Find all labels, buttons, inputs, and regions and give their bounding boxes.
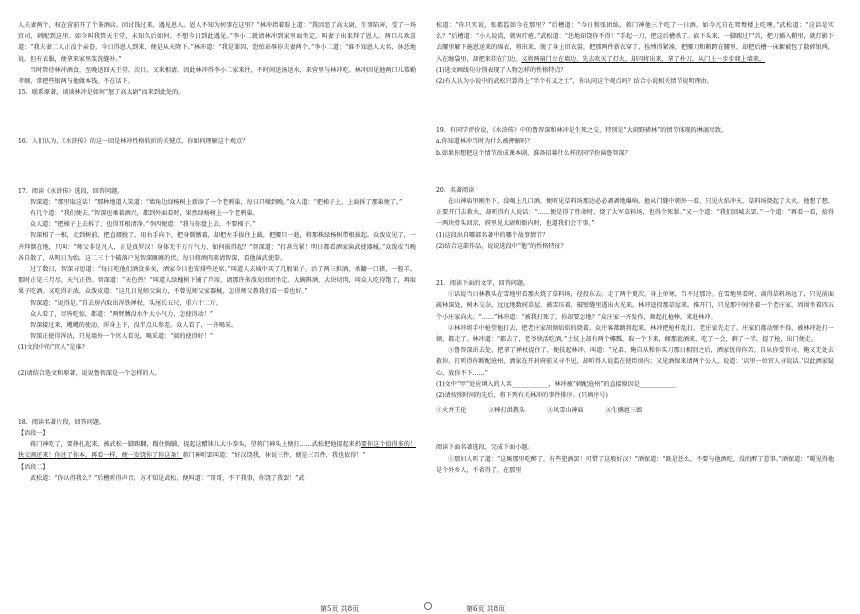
q18-sub-1: (1)选文画线句分别表现了人物怎样的性格特点？ [436,66,567,74]
question-20: 20．名著阅读 [436,186,475,194]
q20-sub-1: (1)这段出自哪部名著中的哪个故事情节？ [436,231,549,239]
q21-sub-1-pre: (1)文中“甲”处应填入的人名 [436,380,512,388]
q21-blank-2[interactable]: ____________ [639,380,677,388]
q21-options [436,405,834,416]
page-number-left: 第5页 共8页 [320,605,360,613]
q18-section-1-label: 【语段一】 [18,430,49,438]
q18-section-2-label: 【语段二】 [18,463,49,471]
q21-option-1: ①火并王伦 [436,407,467,415]
q21-sub-1 [436,379,834,390]
q20-passage: 在山神庙里刚坐下，没喝上几口酒，便听见草料场那边必必剥剥地爆响。他从门缝中朝外一看，只见火焰冲天，草料场烧起了大火。他想了想，正要开门去救火，却听得有人说话：“……便是得了性命时，烧了大军草料场，也得个死罪。”又一个道：“我们回城去罢。”一个道：“再看一看，拾得一两块骨头回京，府里见太尉和衙内时，也道我们会干事。” [436,198,834,228]
q20-sub-2: (2)结合这部作品，说说选段中“他”的性格特征？ [436,242,567,250]
question-19: 19．有同学评价说，《水浒传》中的鲁智深和林冲是生死之交，特别是“大闹野猪林”的情节体现的淋漓尽致。 [436,127,728,135]
q19-sub-a: a.你知道林冲当时为什么被押解吗？ [436,138,533,146]
q21-sub-1-mid: ，林冲被“刺配沧州”的直接原因是 [548,380,640,388]
q17-passage-8: 智深接过来，飕飕的使动，浑身上下，没半点儿参差。众人看了，一齐喝采。 [30,322,238,330]
question-16: 16．人们认为，《水浒传》的这一回是林冲性格转折的关键点，你如何理解这个观点？ [18,138,249,146]
question-21: 21．阅读下面的文字，回答问题。 [436,280,530,288]
r-passage-1-text: 松道：“你只实说，张都监如今在那里？”后槽道：“今日和张团练、蒋门神他三个吃了一日酒，如今兀自在鸳鸯楼上吃哩。”武松道：“这话是实么？”后槽道：“小人说谎，就害疔疮。”武松道：“恁地却饶你不得！”手起一刀，把这后槽杀了。砍下头来，一脚踢过尸首，把刀插入鞘里，就灯影下去腰里解下施恩送来的绵衣，将出来，脱了身上旧衣裳，把那两件新衣穿了，拴缚得紧凑，把腰刀和鞘跨在腰里，却把后槽一床絮被包了散碎银两，入在缠袋里，却把来挂在门边。 [436,22,834,63]
r-passage-1-underlined: 又将两扇门立在墙边，先去吹灭了灯火，却闪将出来，拿了朴刀，从门上一步步爬上墙来。 [521,55,766,63]
right-column [436,20,834,476]
q18-passage-1-pre: 蒋门神吃了，要挣扎起来，被武松一脚踢翻，蹋住胸脯，提起这醋钵儿大小拳头，望蒋门神头上便打……武松把他提起来扔 [30,441,361,449]
left-column [18,20,416,484]
q17-passage-1: 智深道：“那里取这话！”那种地道人笑道：“墙角边绿杨树上新添了一个老鸦巢，每日只噪到晚。”众人道：“把梯子上，上面拆了那巢便了。” [30,198,403,206]
q21-blank-1[interactable]: ____________ [511,380,549,388]
q17-passage-5: 过了数日，智深寻思道：“每日吃他们酒食多矣，洒家今日也安排些还席。”叫道人去城中买了几般果子，沽了两三担酒，杀翻一口猪，一腔羊。那时正是三月尽，天气正热。智深道：“天色热！”叫道人绿槐树下铺了芦席，请那许多泼皮团团坐定。大碗斟酒，大块切肉，叫众人吃得饱了，再取果子吃酒。又吃得正浓，众泼皮道：“这几日见师父演力，不曾见师父家器械，怎得师父教我们看一看也好。” [18,266,416,296]
q21-sub-2: (2)请按照时间的先后，将下列有关林冲的事件排序。(只填序号) [436,392,608,400]
q17-passage-9: 智深正使得浑沽，只见墙外一个官人看见，喝采道：“端的使得好！” [30,333,213,341]
intro-paragraph-2: 当时管待林冲酒食，至晚送回天王堂。次日，又来相请。因此林冲得李小二家来往，不时间送汤送水，来营里与林冲吃。林冲因见他两口儿恭勤孝顺，常把些银两与他做本钱。不在话下。 [18,66,416,86]
q17-passage-3: 众人道：“把梯子上去拆了，也得耳根清净。”李四便道：“我与你盘上去，不要梯子。” [30,221,256,229]
q21-option-4: ④生擒扈三娘 [605,407,643,415]
q21-passage-3: ③鲁智深出去处，把拿了禅杖提住了，便扶起林冲，叫道：“兄弟，俺自从和你买刀那日相别之后，洒家忧得你苦。自从你受官司，俺又无处去救你。打听得你断配沧州，洒家在开封府前又寻不见，却听得人说监在使臣房内；又见酒保来请两个公人，说道：‘店里一位官人寻说话。’以此洒家疑心，放你不下……” [436,347,834,377]
q17-sub-2: (2)请结合选文和原著，说说鲁智深是一个怎样的人。 [18,369,161,377]
q18-passage-1-underlined: 要你这个值得多的！快交割还来！你还了你本，再看一样，便一发饶你了你这条！ [18,441,417,460]
question-15: 15．联系原著，谈谈林冲是如何“怒了高太尉”而来到此处的。 [18,89,185,97]
q17-passage-6: 智深道：“说得是。”自去房内取出浑铁禅杖，头尾长五尺，重六十二斤。 [30,299,223,307]
q22-passage: ①那妇人听了道：“这厮那里吃醉了，有些犯酒罢！可惜了这般好汉！”酒保道：“既是恁么，不要与他酒吃，没的醉了惹事。”酒保道：“嗄见得他是个外乡人，不省得了，在那里 [436,455,834,474]
q18-sub-2: (2)有人认为小说中的武松只算得上“半个有义之士”，你认同这个观点吗？结合小说相关情节说明理由。 [436,78,713,86]
q18-passage-1 [18,439,416,461]
q17-passage-7: 众人看了，尽皆吃惊，都道：“两臂膊没水牛大小气力，怎使得动！” [30,310,213,318]
q18-passage-1-post: 蒋门神听罢叫道：“好汉饶我，休说三件，便是三百件，我也依得！” [182,452,366,460]
q17-sub-1: (1)文段中的“官人”是谁？ [18,344,88,352]
q17-passage-4: 智深相了一相，走到树前，把直裰脱了，用右手向下，把身倒缴着，却把左手拔住上截，把腰只一趁，将那株绿杨树带根拔起。众泼皮见了，一齐拜倒在地，只叫：“师父非是凡人，正是真罗汉！身体无千万斤气力，如何拔得起？”智深道：“打甚鸟紧！明日都看洒家演武使器械。”众泼皮当晚各自散了，从明日为始，这二三十个破落户见智深匾匾的伏，每日将酒肉来请智深，看他演武使拳。 [18,232,416,262]
q17-passage-2: 有几个道：“我们便去。”智深也乘着酒兴，都到外面看时，果然绿杨树上一个老鸦巢。 [30,210,259,218]
intro-paragraph: 人夫妻两个，权在营前开了个茶酒店。因讨钱过来，遇见恩人。恩人不知为何事在这里？”林冲指着脸上道：“我因恶了高太尉，生事陷害，受了一场官司，刺配到这里。如今叫我管天王堂，未知久后如何。不想今日到此遇见。”李小二就请林冲到家里面坐定，叫妻子出来拜了恩人。两口儿欢喜道：“我夫妻二人正没个亲眷，今日得恩人到来，便是从天降下。”林冲道：“我是罪囚，恐怕玷辱你夫妻两个。”李小二道：“谁不知恩人大名，休恁地说。但有衣服，便拿来家里浆洗缝补。” [18,22,416,63]
page-number-right: 第6页 共8页 [466,605,506,613]
q18-passage-2: 武松道：“你认得我么？”后槽听得声音，方才知是武松，便叫道：“哥哥，不干我事，你饶了我罢！”武 [30,474,305,482]
q19-sub-b: b.如果你想把这个情节改成课本剧，准备招募什么样的同学扮演鲁智深？ [436,149,631,157]
q21-option-3: ③风雪山神庙 [547,407,584,415]
question-22: 阅读下面名著选段，完成下面小题。 [436,444,534,452]
q21-passage-1: ①话说当日林教头在雪地里看那火烧了草料场，径投东去。走了两个更次，身上单寒，当不过那冷。在雪地里看时，离得草料场远了，只见前面疏林深处，树木交杂，远远地数间草屋，被雪压着，破壁缝里透出火光来。林冲迳投那草屋来。推开门，只见那中间坐着一个老庄家，周围坐着四五个小庄家向火。“……”林冲道：“被我打死了，你却要怎地？”众庄家一齐发作，舞起扎枪棒，来赶林冲。 [436,291,834,321]
r-passage-1 [436,20,834,65]
q21-passage-2: ②林冲将手中枪望他打去，把老庄家胡须焰焰的烧着。众庄客都跳将起来。林冲把枪杆乱打，老庄家先走了。庄家们都动弹不得，被林冲赶打一顿，都走了。林冲道：“都去了，老爷快活吃酒。”土炕上却有两个椰瓢，取一个下来，倾那瓮酒来，吃了一会，剩了一半，提了枪，出门便走。 [436,324,834,344]
binding-circle-icon [424,602,432,610]
q21-option-2: ②棒打洪教头 [488,407,526,415]
question-17: 17．阅读《水浒传》选段，回答问题。 [18,187,124,195]
question-18: 18．阅读名著片段，回答问题。 [18,418,105,426]
